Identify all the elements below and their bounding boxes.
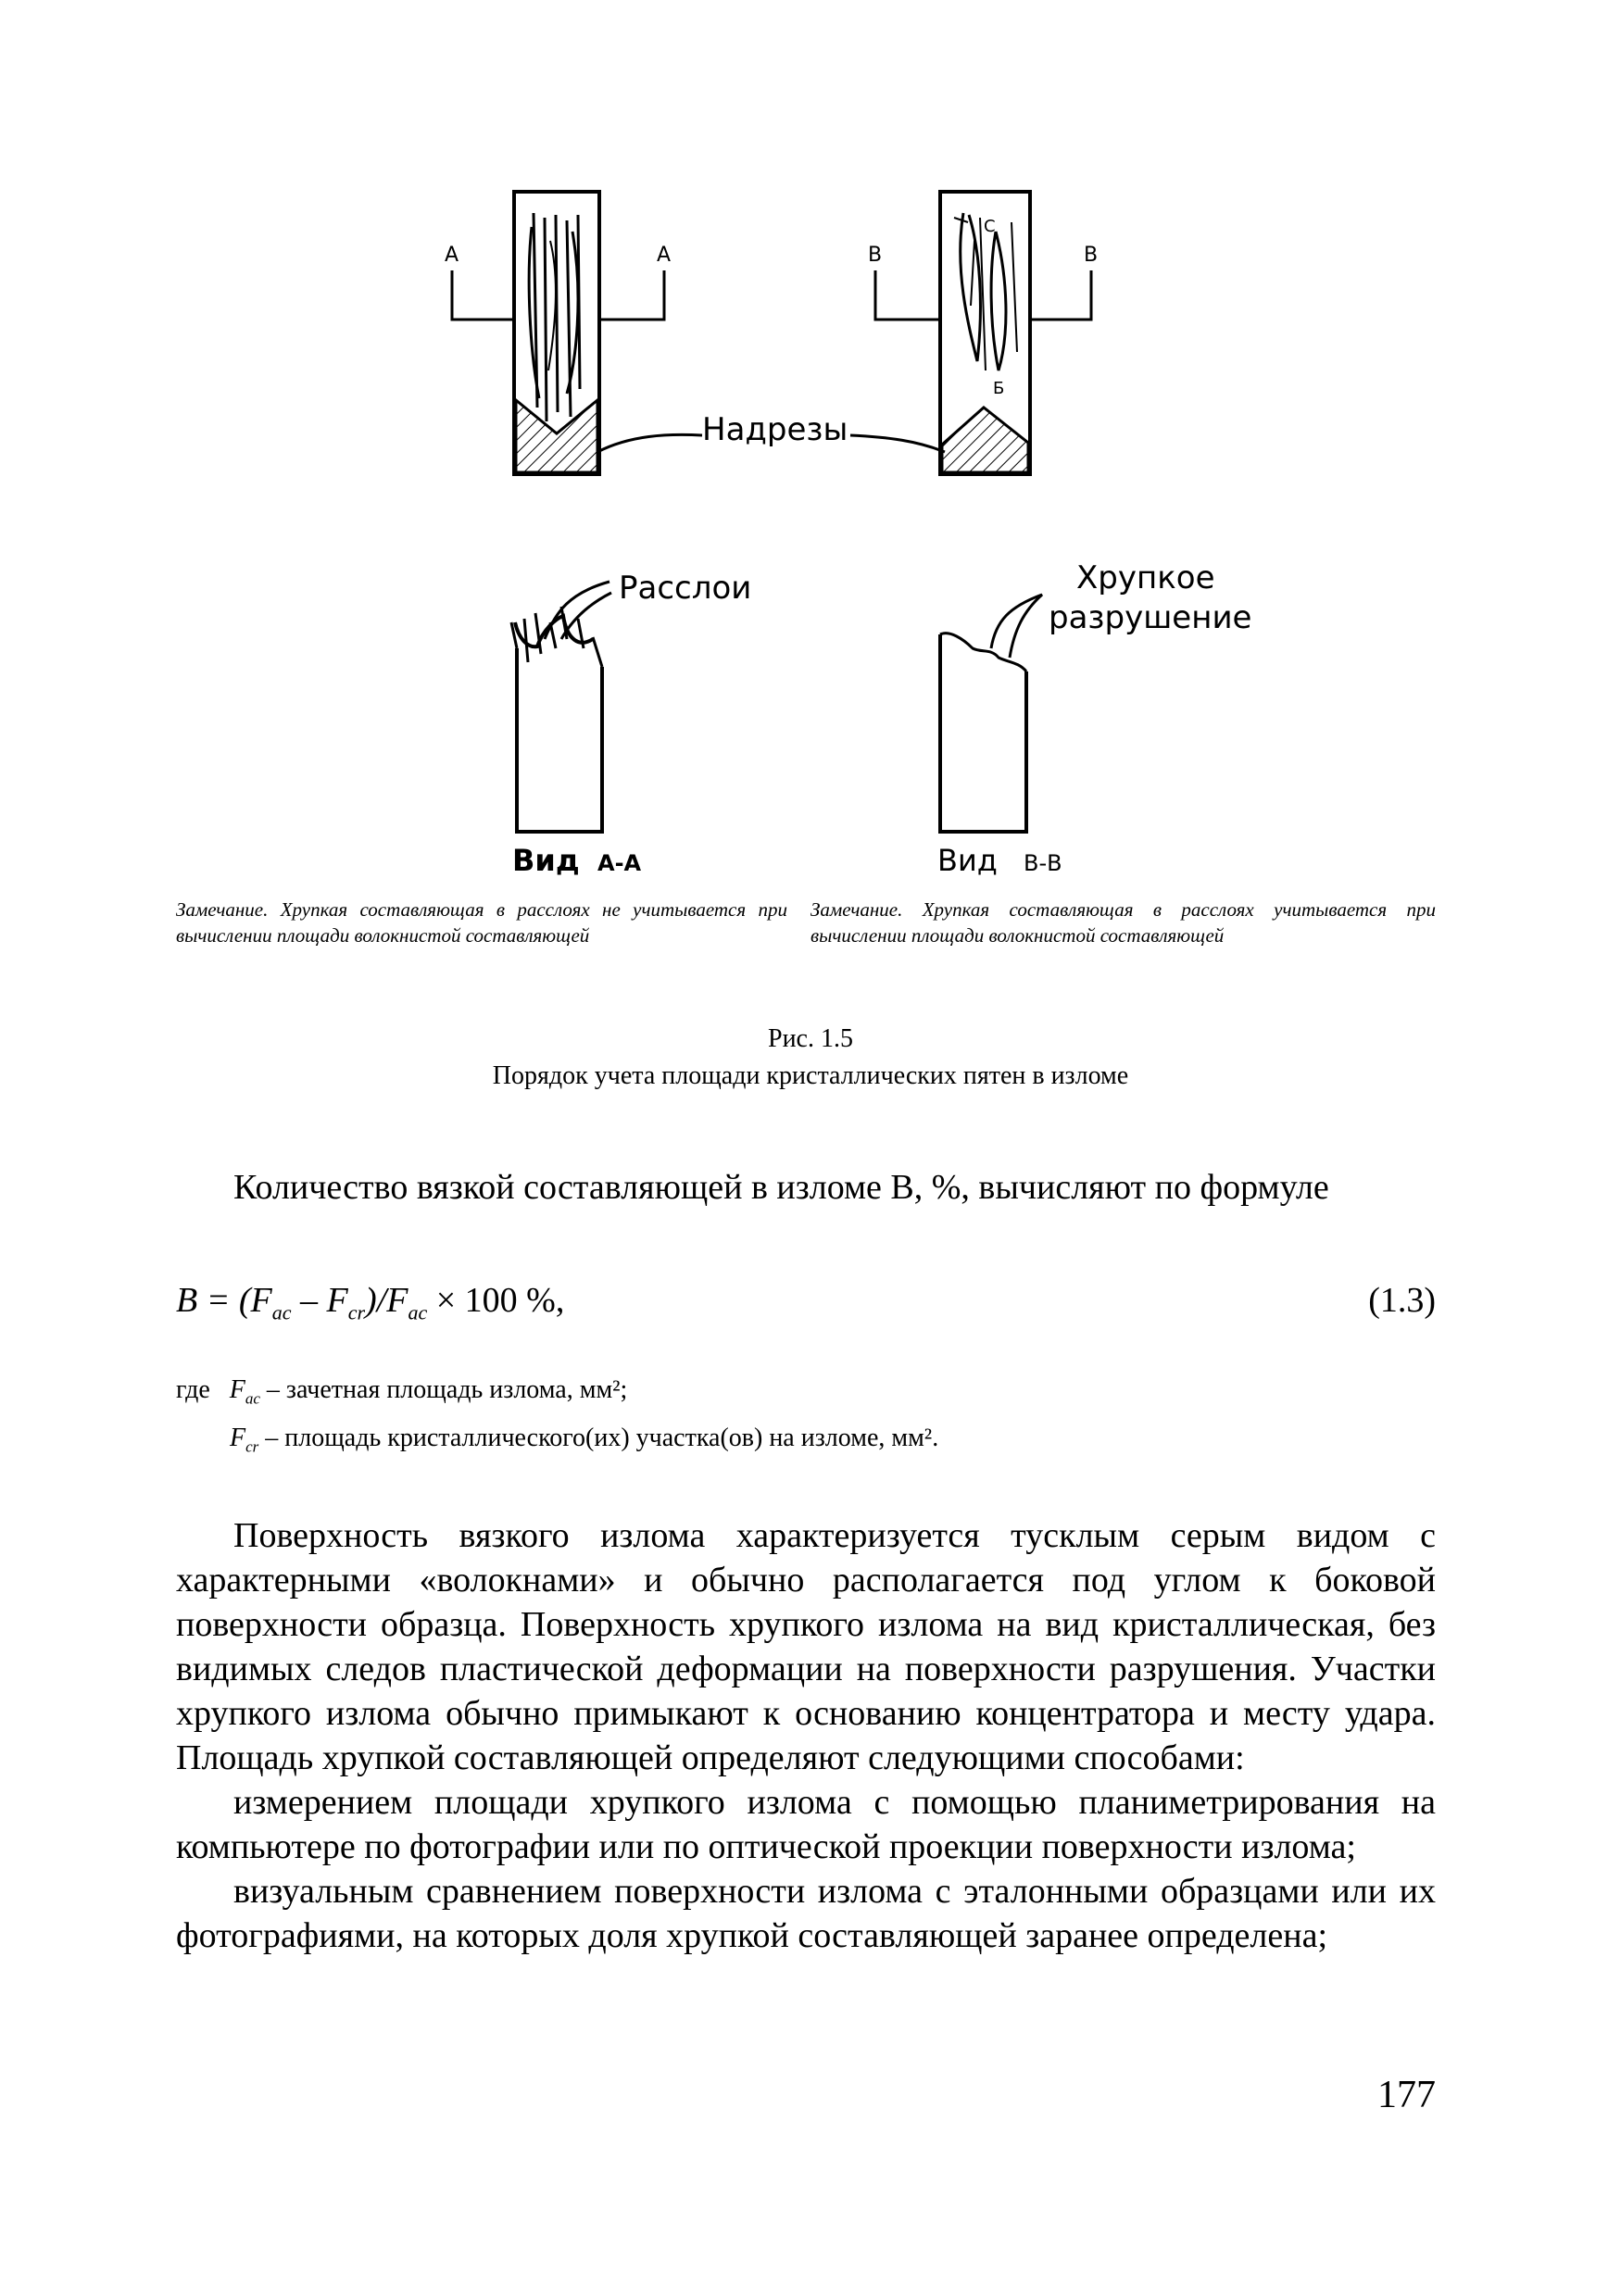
paragraph-2: измерением площади хрупкого излома с помощью планиметрирования на компьютере по фотографии или по оптической проекции поверхности излома;: [176, 1783, 1436, 1866]
section-label-a-left: А: [445, 244, 459, 267]
section-label-b-right: В: [1084, 244, 1099, 267]
notches-label: Надрезы: [702, 411, 848, 448]
body-paragraphs: [176, 1513, 1436, 1958]
brittle-label-line1: Хрупкое: [1076, 559, 1215, 596]
view-right-word: Вид: [937, 843, 998, 878]
formula-mid: )/F: [365, 1281, 408, 1320]
page-number: 177: [1377, 2074, 1436, 2116]
zone-label-b: Б: [993, 379, 1005, 398]
def2-text: – площадь кристаллического(их) участка(ов) на изломе, мм².: [258, 1424, 939, 1452]
formula-lhs: B = (F: [176, 1281, 272, 1320]
broken-specimen-left: [511, 582, 611, 832]
section-line-left: [452, 270, 664, 320]
definition-2: [230, 1421, 938, 1465]
definition-1: [176, 1373, 627, 1417]
view-right-section: В-В: [1024, 850, 1062, 876]
section-label-a-right: А: [657, 244, 672, 267]
paragraph-1: Поверхность вязкого излома характеризуется тусклым серым видом с характерными «волокнами» и обычно располагается под углом к боковой поверхности образца. Поверхность хрупкого излома на вид кристаллическая, без видимых следов пластической деформации на поверхности разрушения. Участки хрупкого излома обычно примыкают к основанию концентратора и месту удара. Площадь хрупкой составляющей определяют следующими способами:: [176, 1516, 1436, 1777]
view-left-section: А-А: [597, 850, 642, 876]
formula-rhs: × 100 %,: [427, 1281, 565, 1320]
def1-symbol: $F_{ac}$: [229, 1375, 260, 1408]
figure-note-right: Замечание. Хрупкая составляющая в расслоях учитывается при вычислении площади волокнистой составляющей: [810, 898, 1436, 947]
view-left-word: Вид: [512, 843, 580, 878]
fracture-diagram: [0, 0, 1621, 982]
figure-caption-title: Порядок учета площади кристаллических пятен в изломе: [492, 1061, 1129, 1090]
section-label-b-left: В: [868, 244, 883, 267]
figure-note-left: Замечание. Хрупкая составляющая в расслоях не учитывается при вычислении площади волокнистой составляющей: [176, 898, 787, 947]
equation-number: (1.3): [1368, 1281, 1436, 1320]
paragraph-3: визуальным сравнением поверхности излома с эталонными образцами или их фотографиями, на которых доля хрупкой составляющей заранее определена;: [176, 1872, 1436, 1955]
zone-label-c: С: [984, 217, 996, 236]
formula-sub-cr: cr: [347, 1300, 366, 1324]
where-word: где: [176, 1375, 210, 1404]
def1-text: – зачетная площадь излома, мм²;: [259, 1375, 628, 1404]
formula: [176, 1280, 564, 1325]
intro-sentence: Количество вязкой составляющей в изломе B, %, вычисляют по формуле: [233, 1168, 1329, 1207]
formula-sub-ac-2: ac: [408, 1300, 428, 1324]
broken-specimen-right: [940, 595, 1042, 832]
figure-caption-number: Рис. 1.5: [768, 1024, 853, 1053]
formula-sub-ac-1: ac: [271, 1300, 292, 1324]
def2-symbol: $F_{cr}$: [230, 1424, 259, 1456]
intro-sentence-block: [176, 1165, 1436, 1210]
layers-label: Расслои: [619, 570, 752, 607]
specimen-left: [514, 192, 599, 474]
brittle-label-line2: разрушение: [1049, 599, 1252, 636]
formula-minus: – F: [291, 1281, 348, 1320]
